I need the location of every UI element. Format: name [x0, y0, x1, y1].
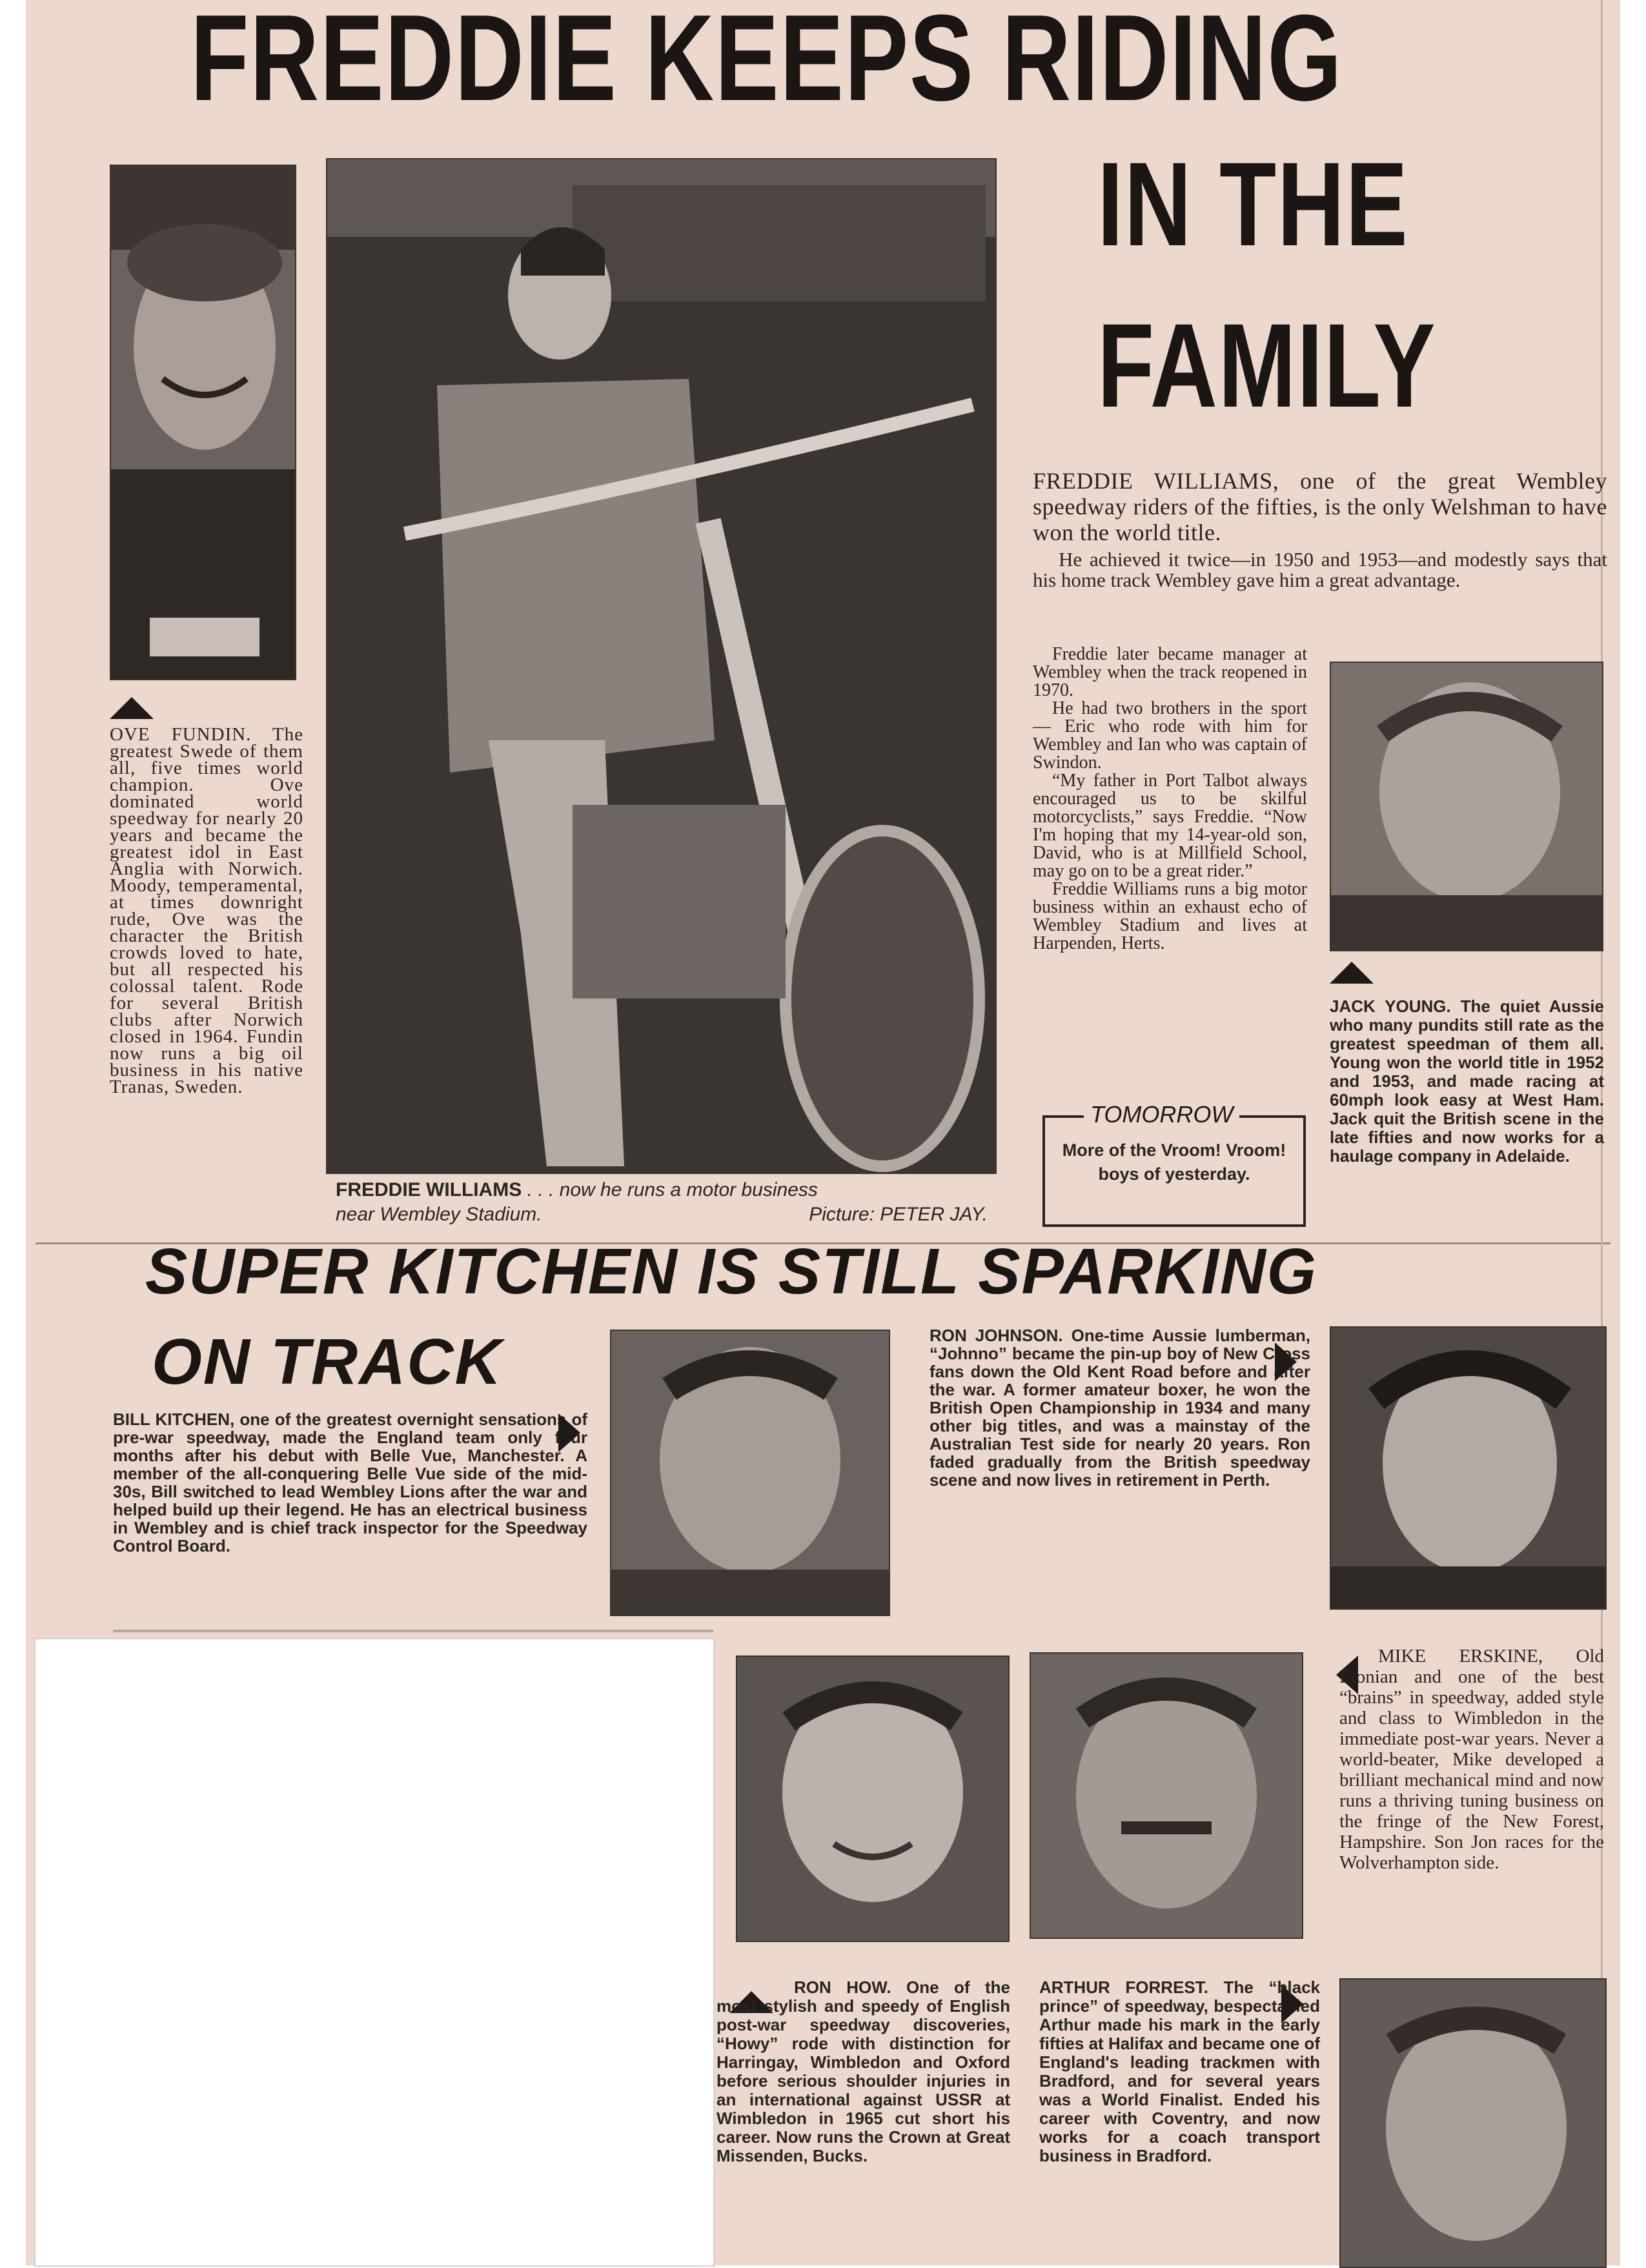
pointer-up-icon — [1330, 962, 1374, 984]
tomorrow-title: TOMORROW — [1084, 1101, 1239, 1128]
caption-line2: near Wembley Stadium. — [336, 1204, 542, 1225]
pointer-right-icon — [558, 1413, 580, 1452]
tomorrow-text: More of the Vroom! Vroom! boys of yesterday. — [1062, 1140, 1286, 1184]
caption-name: FREDDIE WILLIAMS — [336, 1179, 522, 1200]
arthur-forrest-photo — [1030, 1652, 1303, 1939]
tomorrow-box — [1042, 1101, 1306, 1227]
arthur-forrest-caption: ARTHUR FORREST. The “black prince” of speedway, bespectacled Arthur made his mark in the early fifties at Halifax and became one of England's leading trackmen with Bradford, and for several years was a World Finalist. Ended his career with Coventry, and now works for a coach transport business in Bradford. — [1039, 1978, 1320, 2165]
patch-edge — [113, 1630, 713, 1632]
main-headline-line3: FAMILY — [1097, 299, 1437, 432]
rider-photo-bottom — [1339, 1978, 1607, 2268]
sub-headline-line2: ON TRACK — [152, 1326, 503, 1398]
article-paragraph-3: Freddie later became manager at Wembley when the track reopened in 1970. — [1033, 644, 1307, 700]
sub-headline: SUPER KITCHEN IS STILL SPARKING — [145, 1235, 1317, 1308]
photo-credit: Picture: PETER JAY. — [809, 1204, 988, 1225]
article-paragraph-2: He achieved it twice—in 1950 and 1953—and modestly says that his home track Wembley gave him a great advantage. — [1033, 548, 1607, 591]
ron-johnson-photo — [1330, 1326, 1607, 1610]
ron-how-photo — [736, 1655, 1010, 1942]
freddie-williams-photo — [326, 158, 997, 1174]
article-column — [1033, 645, 1307, 953]
article-lead: FREDDIE WILLIAMS, one of the great Wembley speedway riders of the fifties, is the only Welshman to have won the world title. — [1033, 468, 1607, 545]
mike-erskine-caption: MIKE ERSKINE, Old Etonian and one of the best “brains” in speedway, added style and class to Wimbledon in the immediate post-war years. Never a world-beater, Mike developed a brilliant mechanical mind and now runs a thriving tuning business on the fringe of the New Forest, Hampshire. Son Jon races for the Wolverhampton side. — [1339, 1646, 1604, 1873]
pointer-up-icon — [110, 697, 154, 719]
pointer-right-icon — [1281, 1985, 1303, 2023]
ron-johnson-caption: RON JOHNSON. One-time Aussie lumberman, “Johnno” became the pin-up boy of New Cross fans down the Old Kent Road before and after the war. A former amateur boxer, he won the British Open Championship in 1934 and many other big titles, and was a mainstay of the Australian Test side for nearly 20 years. Ron faded gradually from the British speedway scene and now lives in retirement in Perth. — [930, 1326, 1310, 1490]
caption-text: . . . now he runs a motor business — [527, 1179, 818, 1200]
main-article — [1033, 468, 1607, 591]
blank-paper-patch — [36, 1639, 713, 2265]
jack-young-photo — [1330, 662, 1603, 951]
main-photo-caption — [336, 1178, 988, 1227]
article-paragraph-6: Freddie Williams runs a big motor business within an exhaust echo of Wembley Stadium and lives at Harpenden, Herts. — [1033, 879, 1307, 953]
article-paragraph-5: “My father in Port Talbot always encouraged us to be skilful motorcyclists,” says Freddie. “Now I'm hoping that my 14-year-old son, David, who is at Millfield School, may go on to be a great rider.” — [1033, 771, 1307, 881]
main-headline-line2: IN THE — [1097, 138, 1409, 271]
article-paragraph-4: He had two brothers in the sport — Eric who rode with him for Wembley and Ian who was captain of Swindon. — [1033, 698, 1307, 773]
main-headline: FREDDIE KEEPS RIDING — [190, 0, 1343, 127]
ron-how-caption: RON HOW. One of the most stylish and speedy of English post-war speedway discoveries, “Howy” rode with distinction for Harringay, Wimbledon and Oxford before serious shoulder injuries in an international against USSR at Wimbledon in 1965 cut short his career. Now runs the Crown at Great Missenden, Bucks. — [716, 1978, 1010, 2165]
bill-kitchen-photo — [610, 1330, 890, 1616]
ove-fundin-caption: OVE FUNDIN. The greatest Swede of them all, five times world champion. Ove dominated world speedway for nearly 20 years and became the greatest idol in East Anglia with Norwich. Moody, temperamental, at times downright rude, Ove was the character the British crowds loved to hate, but all respected his colossal talent. Rode for several British clubs after Norwich closed in 1964. Fundin now runs a big oil business in his native Tranas, Sweden. — [110, 724, 303, 1097]
pointer-right-icon — [1275, 1342, 1297, 1381]
ove-fundin-photo — [110, 165, 296, 680]
bill-kitchen-caption: BILL KITCHEN, one of the greatest overnight sensations of pre-war speedway, made the England team only four months after his debut with Belle Vue, Manchester. A member of the all-conquering Belle Vue side of the mid-30s, Bill switched to lead Wembley Lions after the war and helped build up their legend. He has an electrical business in Wembley and is chief track inspector for the Speedway Control Board. — [113, 1410, 587, 1555]
jack-young-caption: JACK YOUNG. The quiet Aussie who many pundits still rate as the greatest speedman of them all. Young won the world title in 1952 and 1953, and made racing at 60mph look easy at West Ham. Jack quit the British scene in the late fifties and now works for a haulage company in Adelaide. — [1330, 997, 1604, 1166]
